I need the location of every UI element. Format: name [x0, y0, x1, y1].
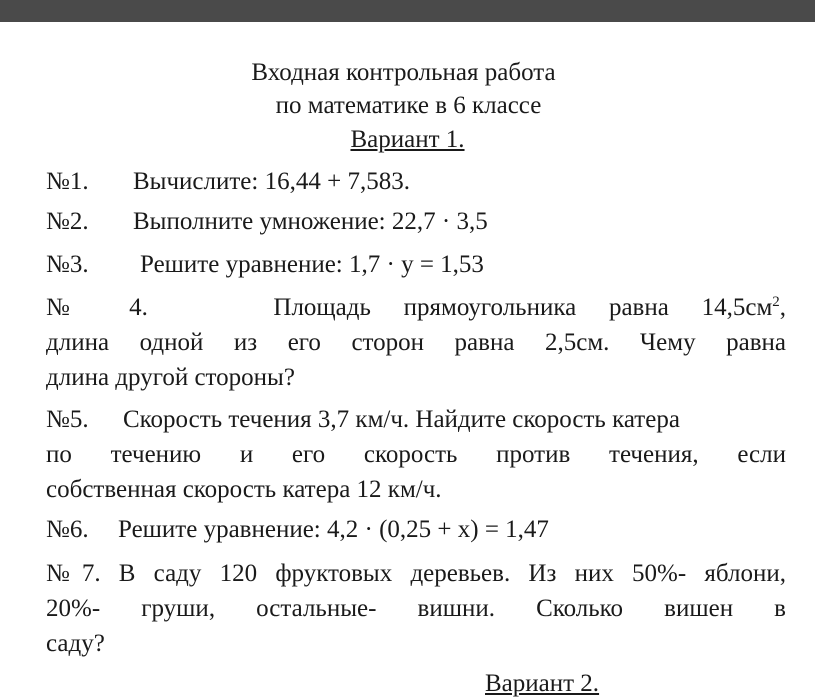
task-4-comma: , [779, 294, 787, 321]
task-1-text: Вычислите: 16,44 + 7,583. [133, 168, 410, 195]
task-4-text-2b: одной из его сторон равна [139, 329, 515, 356]
task-1 [46, 164, 786, 200]
task-5-text-1: Скорость течения 3,7 км/ч. Найдите скорость катера [123, 406, 680, 433]
task-6-number: №6. [46, 516, 89, 543]
task-7-line-3: саду? [46, 630, 105, 657]
task-7-line-2 [46, 591, 786, 627]
task-7-text-2b: вишни. Сколько вишен в [417, 595, 786, 622]
task-6 [46, 512, 786, 548]
task-4-line-1 [46, 290, 786, 326]
task-3-text: Решите уравнение: 1,7 · у = 1,53 [140, 251, 484, 278]
task-1-number: №1. [46, 168, 89, 195]
top-bar [0, 0, 815, 22]
task-6-text: Решите уравнение: 4,2 · (0,25 + х) = 1,47 [118, 516, 549, 543]
task-5-line-3: собственная скорость катера 12 км/ч. [46, 476, 442, 503]
title-line-2: по математике в 6 классе [275, 92, 542, 119]
task-4-line-3: длина другой стороны? [46, 364, 295, 391]
task-5-line-1 [46, 402, 786, 438]
task-3 [46, 247, 786, 283]
task-7-text-2a: 20%- груши, остальные- [46, 595, 377, 622]
task-2-text: Выполните умножение: 22,7 · 3,5 [133, 208, 488, 235]
task-5-number: №5. [46, 406, 89, 433]
task-4-line-2 [46, 325, 786, 361]
task-7-line-1: №7. В саду 120 фруктовых деревьев. Из них 50%- яблони, [46, 560, 786, 587]
task-4-number: № 4. [46, 294, 148, 321]
task-5-line-2: по течению и его скорость против течения, если [46, 441, 786, 468]
task-4-superscript: 2 [772, 294, 780, 310]
variant-2-heading: Вариант 2. [485, 670, 600, 697]
task-2-number: №2. [46, 208, 89, 235]
task-2 [46, 204, 786, 240]
task-4-text-1: Площадь прямоугольника равна 14,5см [273, 294, 773, 321]
task-3-number: №3. [46, 251, 89, 278]
task-4-text-2a: длина [46, 329, 110, 356]
variant-1-heading: Вариант 1. [350, 126, 465, 153]
title-line-1: Входная контрольная работа [251, 59, 556, 86]
task-4-text-2c: 2,5см. Чему равна [544, 329, 787, 356]
